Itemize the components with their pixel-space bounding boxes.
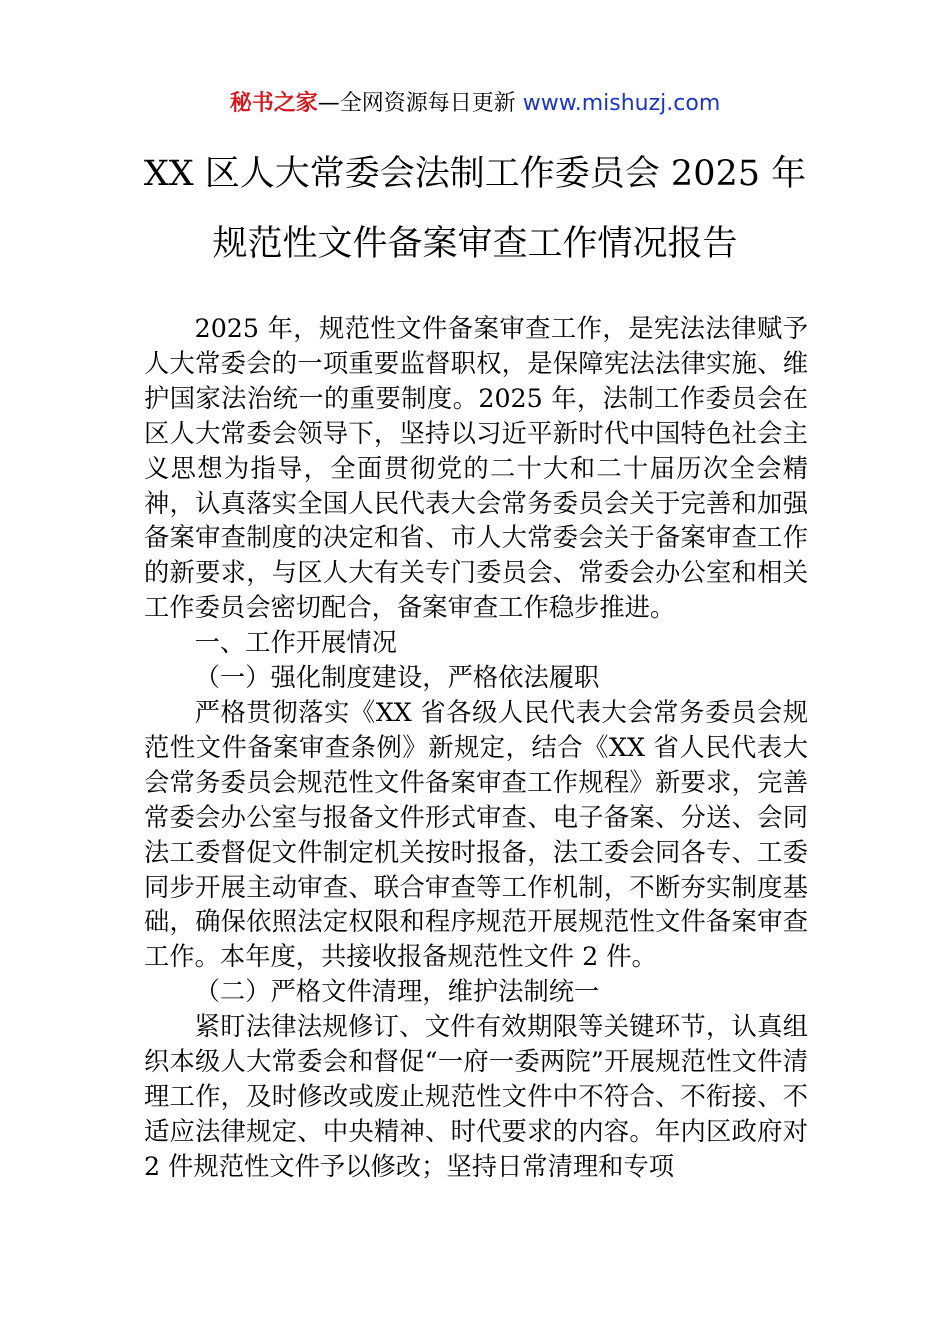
body-paragraph: 紧盯法律法规修订、文件有效期限等关键环节，认真组织本级人大常委会和督促“一府一委两院”开展规范性文件清理工作，及时修改或废止规范性文件中不符合、不衔接、不适应法律规定、中央精神、时代要求的内容。年内区政府对 2 件规范性文件予以修改；坚持日常清理和专项 <box>144 1012 808 1181</box>
section-heading: 一、工作开展情况 <box>194 628 397 658</box>
intro-paragraph: 2025 年，规范性文件备案审查工作，是宪法法律赋予人大常委会的一项重要监督职权，是保障宪法法律实施、维护国家法治统一的重要制度。2025 年，法制工作委员会在区人大常委会领导下，坚持以习近平新时代中国特色社会主义思想为指导，全面贯彻党的二十大和二十届历次全会精神，认真落实全国人民代表大会常务委员会关于完善和加强备案审查制度的决定和省、市人大常委会关于备案审查工作的新要求，与区人大有关专门委员会、常委会办公室和相关工作委员会密切配合，备案审查工作稳步推进。 <box>144 314 808 623</box>
subsection-heading: （二）严格文件清理，维护法制统一 <box>194 977 600 1007</box>
document-title-line2: 规范性文件备案审查工作情况报告 <box>212 224 738 264</box>
site-url-link[interactable]: www.mishuzj.com <box>522 91 721 116</box>
site-slogan: —全网资源每日更新 <box>317 91 516 116</box>
body-paragraph: 严格贯彻落实《XX 省各级人民代表大会常务委员会规范性文件备案审查条例》新规定，结合《XX 省人民代表大会常务委员会规范性文件备案审查工作规程》新要求，完善常委会办公室与报备文件形式审查、电子备案、分送、会同法工委督促文件制定机关按时报备，法工委会同各专、工委同步开展主动审查、联合审查等工作机制，不断夯实制度基础，确保依照法定权限和程序规范开展规范性文件备案审查工作。本年度，共接收报备规范性文件 2 件。 <box>144 697 808 972</box>
site-header <box>0 88 950 120</box>
site-brand: 秘书之家 <box>229 91 318 116</box>
document-body <box>144 312 808 1185</box>
subsection-heading: （一）强化制度建设，严格依法履职 <box>194 663 600 693</box>
document-title-line1: XX 区人大常委会法制工作委员会 2025 年 <box>143 154 807 194</box>
